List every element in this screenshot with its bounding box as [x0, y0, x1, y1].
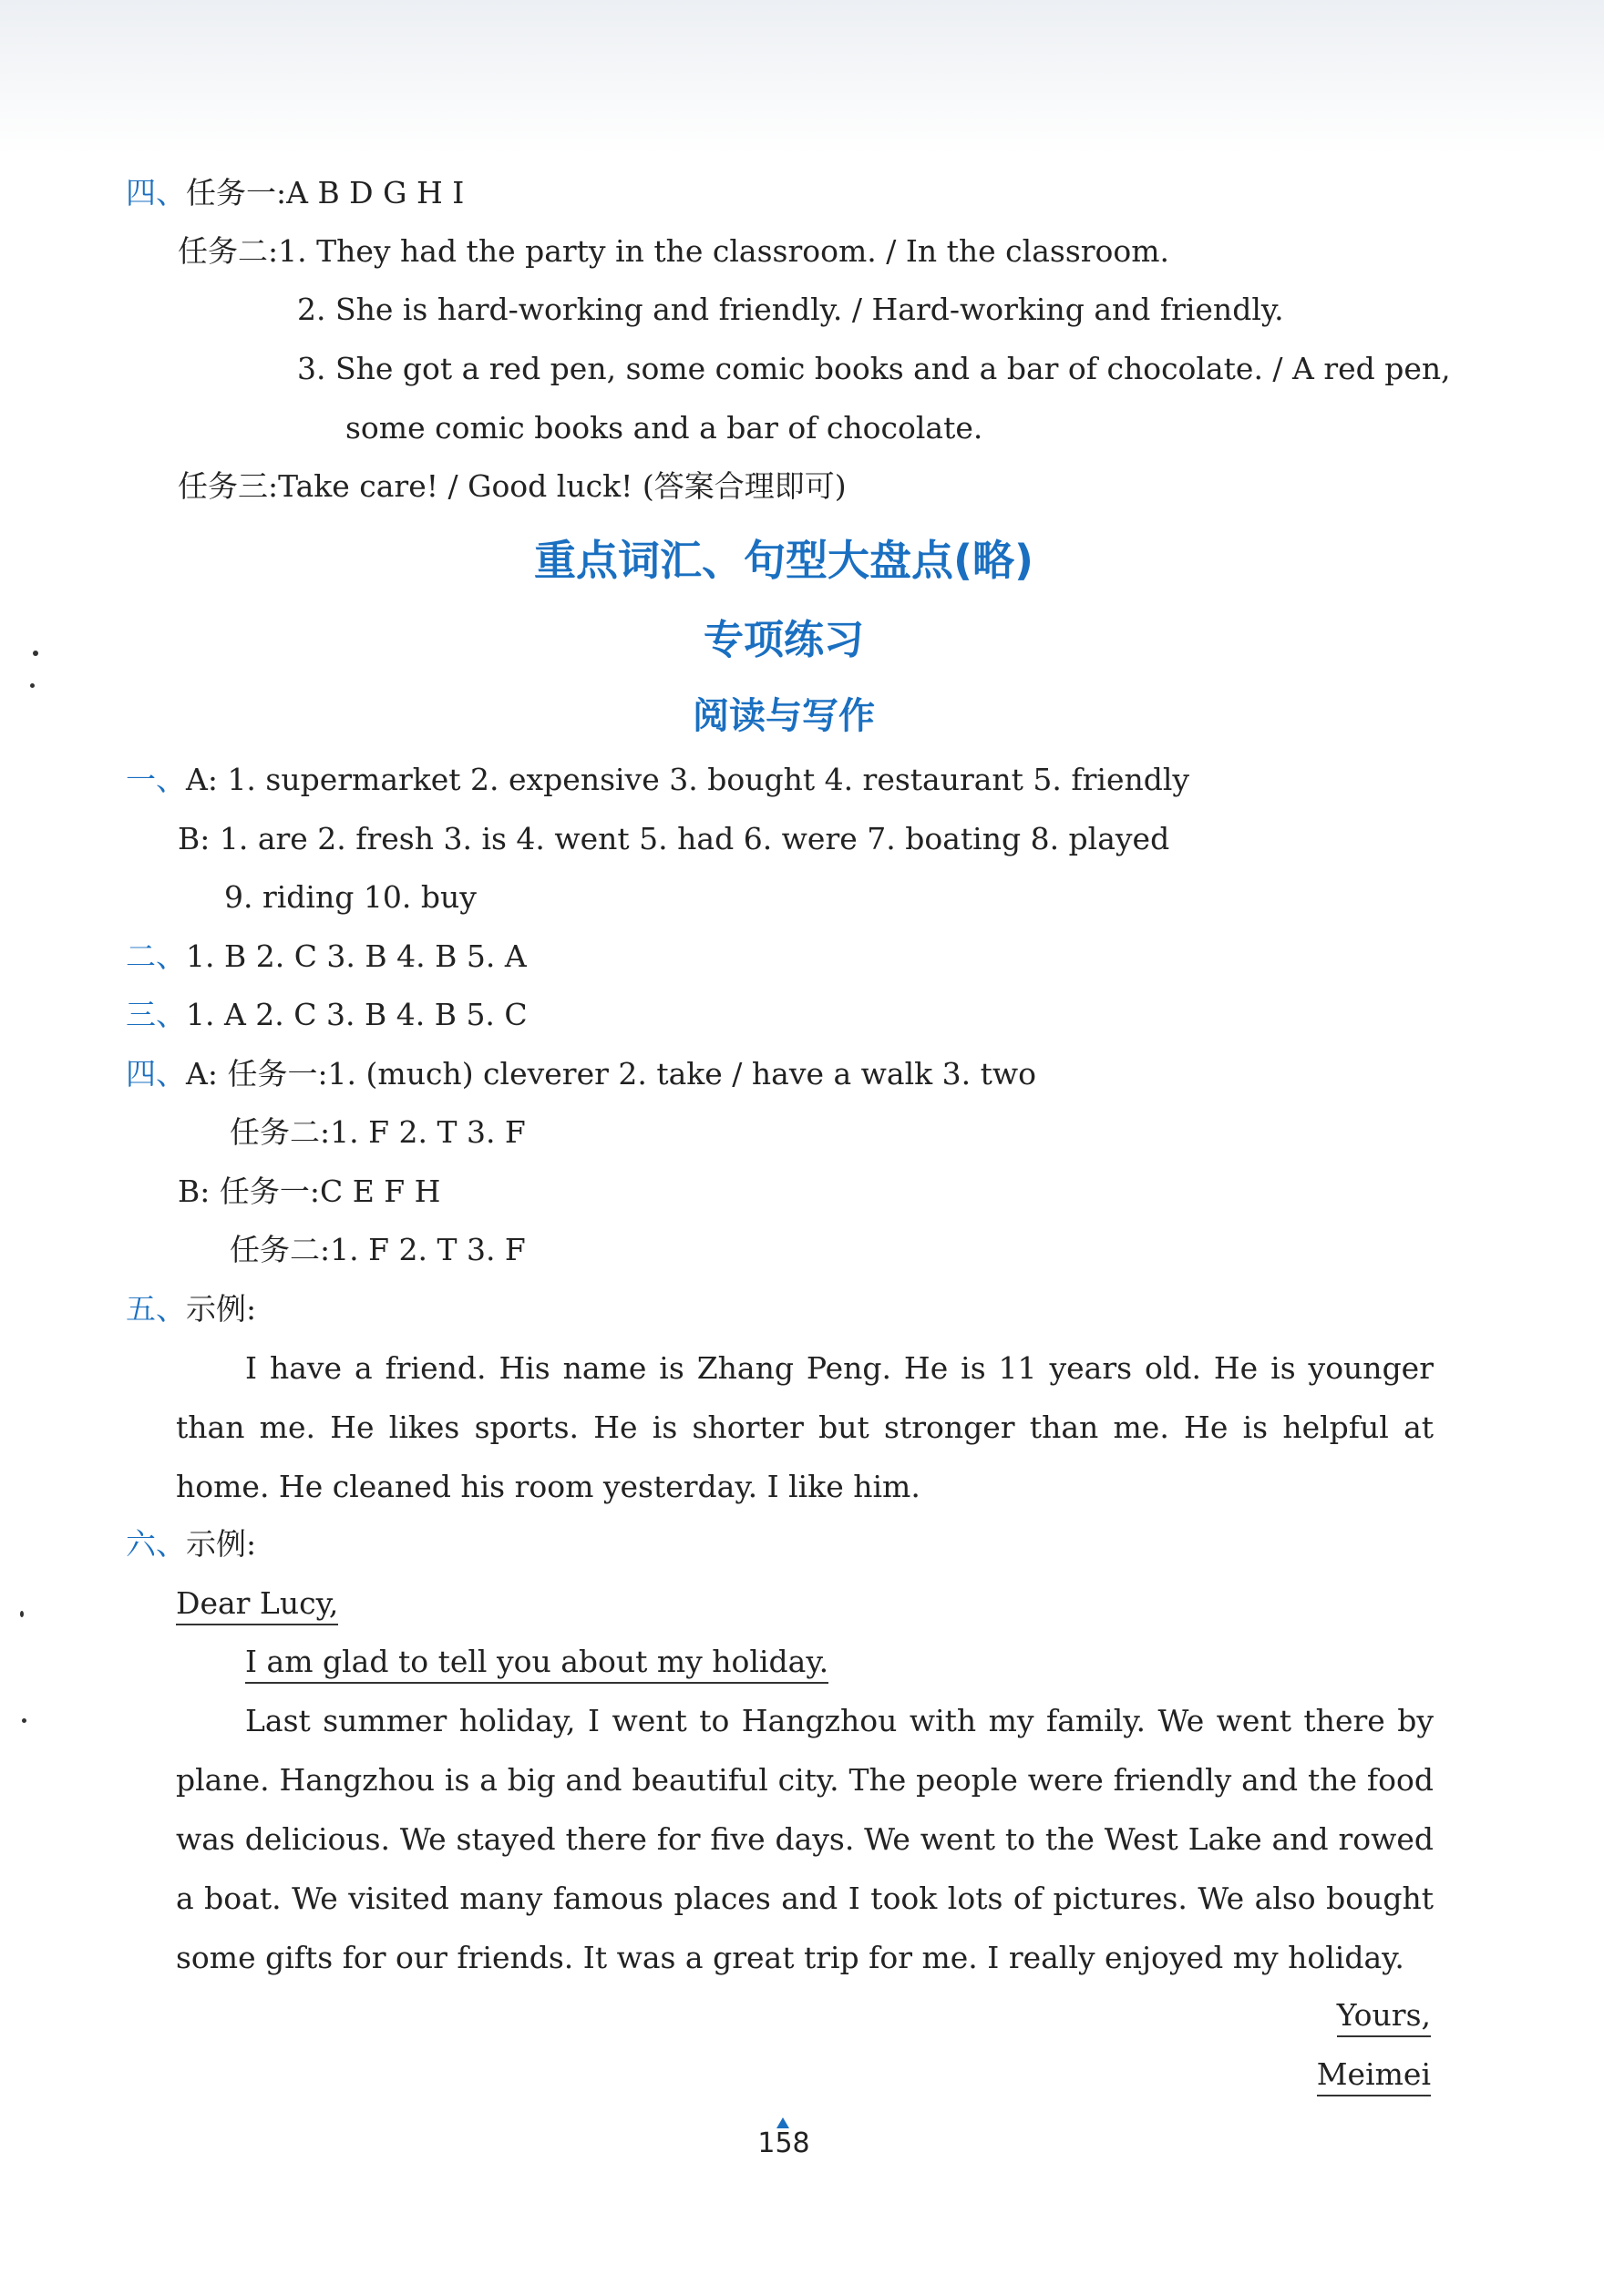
section4-number: 四、: [126, 175, 186, 210]
q1-a-line: [126, 760, 1189, 800]
q1-b2: 9. riding 10. buy: [224, 879, 477, 915]
heading-special-practice: 专项练习: [704, 617, 864, 663]
q5-label: 示例:: [186, 1291, 257, 1327]
q6-signature-line: [1317, 2055, 1431, 2095]
q6-opening: I am glad to tell you about my holiday.: [245, 1644, 828, 1684]
scan-speck: [22, 1718, 26, 1723]
q4-b1: B: 任务一:C E F H: [178, 1174, 441, 1209]
q6-number: 六、: [126, 1526, 186, 1562]
q5-label-line: [126, 1289, 256, 1329]
q3-number: 三、: [126, 997, 186, 1032]
scan-speck: [20, 1611, 24, 1617]
q6-signature: Meimei: [1317, 2056, 1431, 2096]
q1-b1: B: 1. are 2. fresh 3. is 4. went 5. had 6. were 7. boating 8. played: [178, 821, 1170, 856]
section4-task2-d: some comic books and a bar of chocolate.: [345, 410, 983, 446]
q1-number: 一、: [126, 762, 186, 797]
q2-number: 二、: [126, 938, 186, 974]
q6-closing: Yours,: [1337, 1997, 1431, 2037]
section4-task3: 任务三:Take care! / Good luck! (答案合理即可): [178, 468, 847, 504]
page-marker-icon: [776, 2117, 789, 2128]
q3-answers: 1. A 2. C 3. B 4. B 5. C: [186, 997, 528, 1032]
q5-number: 五、: [126, 1291, 186, 1327]
q6-closing-line: [1337, 1995, 1431, 2035]
q5-paragraph: I have a friend. His name is Zhang Peng. He is 11 years old. He is younger than me. He likes sports. He is shorter but stronger than me. He is helpful at home. He cleaned his room yesterday. I like him.: [176, 1350, 1434, 1504]
q6-label-line: [126, 1524, 256, 1564]
section4-task2-c: 3. She got a red pen, some comic books and a bar of chocolate. / A red pen,: [297, 351, 1451, 386]
q1-a: A: 1. supermarket 2. expensive 3. bought 4. restaurant 5. friendly: [186, 762, 1190, 797]
q6-greeting-line: [176, 1584, 338, 1624]
q3-line: [126, 995, 528, 1035]
heading-reading-writing: 阅读与写作: [693, 695, 875, 737]
q4-number: 四、: [126, 1056, 186, 1092]
section4-task2-a: 任务二:1. They had the party in the classroom. / In the classroom.: [178, 233, 1170, 269]
scan-shade: [0, 0, 1604, 155]
q4-b2: 任务二:1. F 2. T 3. F: [230, 1232, 526, 1267]
section4-task2-b: 2. She is hard-working and friendly. / Hard-working and friendly.: [297, 292, 1284, 327]
q6-label: 示例:: [186, 1526, 257, 1562]
q4-a1-line: [126, 1054, 1036, 1094]
q6-opening-line: [245, 1642, 828, 1682]
q4-a2: 任务二:1. F 2. T 3. F: [230, 1114, 526, 1150]
scan-speck: [33, 651, 38, 656]
section4-task1-line: [126, 173, 464, 213]
heading-vocabulary-summary: 重点词汇、句型大盘点(略): [533, 536, 1034, 585]
q4-a1: A: 任务一:1. (much) cleverer 2. take / have a walk 3. two: [186, 1056, 1036, 1092]
section4-task1: 任务一:A B D G H I: [186, 175, 465, 210]
page-number: 158: [757, 2127, 810, 2159]
scan-speck: [30, 683, 35, 688]
q2-answers: 1. B 2. C 3. B 4. B 5. A: [186, 938, 527, 974]
q6-paragraph: Last summer holiday, I went to Hangzhou with my family. We went there by plane. Hangzhou is a big and beautiful city. The people were friendly and the food was delicious. We stayed there for five days. We went to the West Lake and rowed a boat. We visited many famous places and I took lots of pictures. We also bought some gifts for our friends. It was a great trip for me. I really enjoyed my holiday.: [176, 1703, 1434, 1975]
q6-greeting: Dear Lucy,: [176, 1585, 338, 1625]
q2-line: [126, 937, 527, 977]
